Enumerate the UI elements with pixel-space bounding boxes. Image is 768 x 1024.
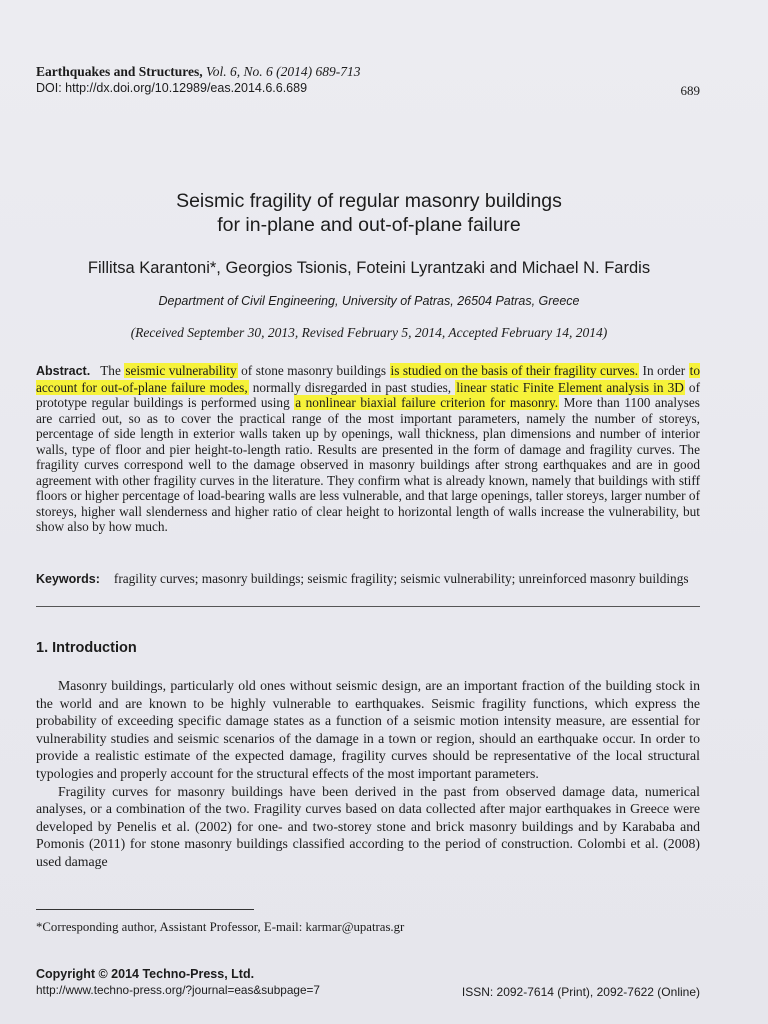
page-number: 689 xyxy=(680,83,700,98)
received-dates: (Received September 30, 2013, Revised February 5, 2014, Accepted February 14, 2014) xyxy=(130,325,608,340)
keywords xyxy=(36,571,700,587)
keywords-label: Keywords: xyxy=(36,572,100,586)
journal-name: Earthquakes and Structures, xyxy=(36,64,203,79)
paragraph: Masonry buildings, particularly old ones without seismic design, are an important fraction of the building stock in the world and are known to be highly vulnerable to earthquakes. Seismic fragility functions, which express the probability of exceeding specific damage states as a function of a seismic motion intensity measure, are essential for vulnerability studies and seismic scenarios of the damage in a town or region, should an earthquake occur. In order to provide a realistic estimate of the expected damage, fragility curves should be representative of the local structural typologies and properly account for the structural effects of the most important parameters. xyxy=(36,678,700,781)
section-divider xyxy=(36,606,700,607)
abstract-text: In order xyxy=(639,363,689,378)
highlight: is studied on the basis of their fragility curves. xyxy=(390,363,639,378)
journal-volume: Vol. 6, No. 6 (2014) 689-713 xyxy=(206,64,361,79)
title-line-2: for in-plane and out-of-plane failure xyxy=(217,214,521,236)
body-text xyxy=(36,677,700,871)
footnote-divider xyxy=(36,909,254,910)
paper-title xyxy=(0,189,738,237)
issn-info: ISSN: 2092-7614 (Print), 2092-7622 (Online) xyxy=(461,985,700,999)
highlight: seismic vulnerability xyxy=(125,363,237,378)
abstract-label: Abstract. xyxy=(36,364,91,378)
footnote: *Corresponding author, Assistant Professor, E-mail: karmar@upatras.gr xyxy=(36,920,405,934)
journal-citation xyxy=(36,64,361,80)
highlight: a nonlinear biaxial failure criterion for masonry. xyxy=(295,395,559,410)
title-line-1: Seismic fragility of regular masonry buildings xyxy=(176,190,562,212)
abstract-text: normally disregarded in past studies, xyxy=(248,379,456,395)
affiliation: Department of Civil Engineering, University of Patras, 26504 Patras, Greece xyxy=(158,294,580,308)
abstract-text: The xyxy=(100,363,125,378)
author-list: Fillitsa Karantoni*, Georgios Tsionis, Foteini Lyrantzaki and Michael N. Fardis xyxy=(87,259,651,277)
abstract-text: of prototype regular buildings is performed using xyxy=(36,379,701,410)
abstract-text: of stone masonry buildings xyxy=(237,363,390,378)
abstract-text: More than 1100 analyses are carried out, so as to cover the practical range of the most important parameters, namely the number of storeys, percentage of side length in exterior walls taken up by openings, wall thickness, plan dimensions and number of interior walls, type of floor and pier height-to-length ratio. Results are presented in the form of damage and fragility curves. The fragility curves correspond well to the damage observed in masonry buildings after strong earthquakes and are in good agreement with other fragility curves in the literature. They confirm what is already known, namely that buildings with stiff floors or higher percentage of load-bearing walls are less vulnerable, and that large openings, taller storeys, larger number of storeys, higher wall slenderness and higher ratio of clear height to horizontal length of walls increase the vulnerability, but show also by how much. xyxy=(36,395,700,534)
highlight: to account for out-of-plane failure modes, xyxy=(36,363,700,395)
doi-line: DOI: http://dx.doi.org/10.12989/eas.2014.6.6.689 xyxy=(36,81,308,95)
copyright-notice: Copyright © 2014 Techno-Press, Ltd. xyxy=(36,967,255,981)
highlight: linear static Finite Element analysis in 3D xyxy=(456,379,684,395)
section-heading: 1. Introduction xyxy=(36,640,137,656)
publisher-url[interactable]: http://www.techno-press.org/?journal=eas&subpage=7 xyxy=(36,983,320,997)
keywords-text: fragility curves; masonry buildings; seismic fragility; seismic vulnerability; unreinforced masonry buildings xyxy=(113,571,689,586)
paragraph: Fragility curves for masonry buildings have been derived in the past from observed damage data, numerical analyses, or a combination of the two. Fragility curves based on data collected after major earthquakes in Greece were developed by Penelis et al. (2002) for one- and two-storey stone and brick masonry buildings and by Karababa and Pomonis (2011) for stone masonry buildings classified according to the period of construction. Colombi et al. (2008) used damage xyxy=(36,783,700,869)
abstract xyxy=(36,363,700,535)
